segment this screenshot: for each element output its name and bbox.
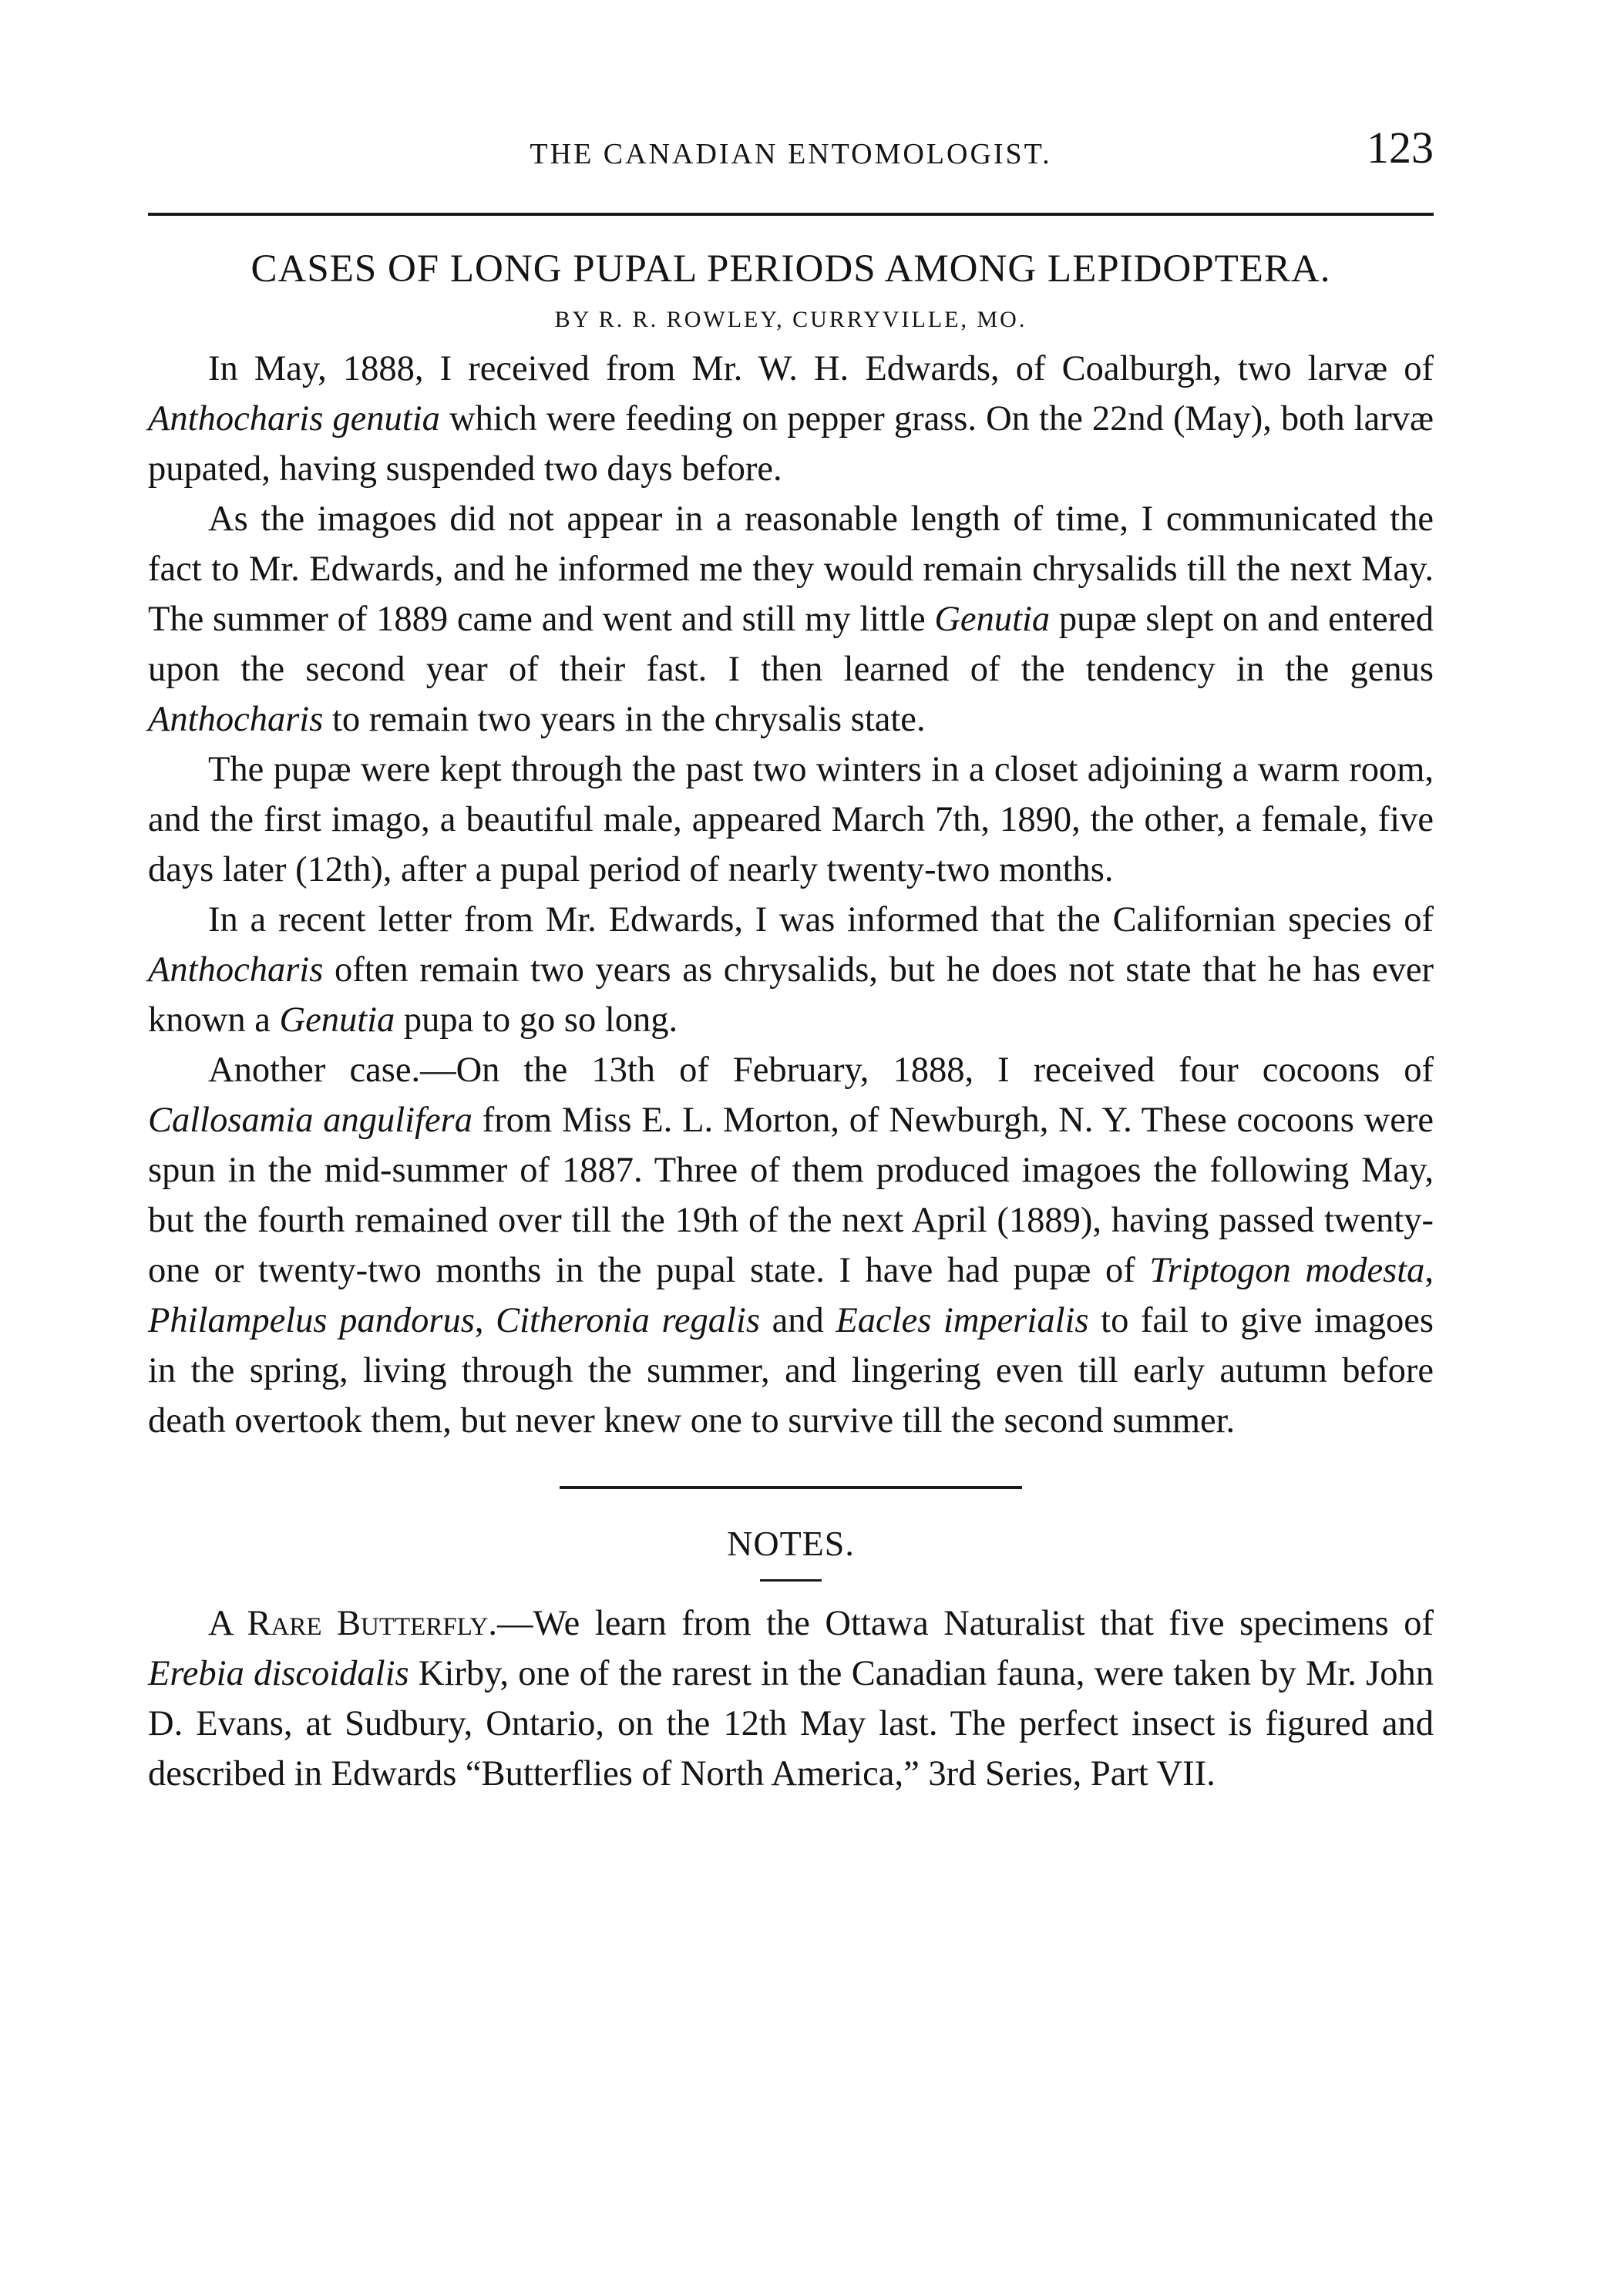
paragraph-4	[148, 895, 1434, 1045]
text-run: to fail to give imagoes in the spring, living through the summer, and lingering even till early autumn before death overtook them, but never knew one to survive till the second summer.	[148, 1301, 1434, 1440]
paragraph-3	[148, 745, 1434, 895]
journal-title: THE CANADIAN ENTOMOLOGIST.	[530, 138, 1052, 170]
article-title: CASES OF LONG PUPAL PERIODS AMONG LEPIDOPTERA.	[251, 247, 1331, 291]
text-run: ,	[474, 1301, 496, 1340]
paragraph-2	[148, 494, 1434, 745]
note-1	[148, 1598, 1434, 1799]
text-run: —We learn from the Ottawa Naturalist that five specimens of	[497, 1604, 1434, 1643]
running-head	[148, 116, 1434, 185]
header-rule	[148, 213, 1434, 216]
text-run: As the imagoes did not appear in a reasonable length of time, I communicated the fact to Mr. Edwards, and he informed me they would remain chrysalids till the next May. The summer of 1889 came and went and still my little	[148, 499, 1434, 639]
text-run: In May, 1888, I received from Mr. W. H. Edwards, of Coalburgh, two larvæ of	[208, 349, 1434, 388]
text-run: Another case.—On the 13th of February, 1888, I received four cocoons of	[208, 1051, 1434, 1090]
species-name: Anthocharis	[148, 950, 324, 990]
species-name: Citheronia regalis	[496, 1301, 760, 1340]
paragraph-5	[148, 1045, 1434, 1446]
section-rule	[560, 1486, 1022, 1489]
page-number: 123	[1367, 123, 1434, 173]
text-run: Kirby, one of the rarest in the Canadian fauna, were taken by Mr. John D. Evans, at Sudbury, Ontario, on the 12th May last. The perfect insect is figured and described in Edwards “Butterflies of North America,” 3rd Series, Part VII.	[148, 1654, 1434, 1793]
species-name: Genutia	[934, 600, 1051, 639]
page	[148, 116, 1434, 1799]
paragraph-1	[148, 344, 1434, 494]
notes-heading: NOTES.	[727, 1524, 855, 1563]
text-run: pupa to go so long.	[395, 1000, 678, 1040]
text-run: which were feeding on pepper grass. On the 22nd (May), both larvæ pupated, having suspended two days before.	[148, 399, 1434, 489]
species-name: Anthocharis	[148, 700, 324, 739]
species-name: Callosamia angulifera	[148, 1101, 472, 1140]
text-run: to remain two years in the chrysalis state.	[323, 700, 926, 739]
text-run: and	[759, 1301, 836, 1340]
byline: BY R. R. ROWLEY, CURRYVILLE, MO.	[554, 307, 1027, 332]
notes-rule	[760, 1579, 822, 1582]
species-name: Genutia	[279, 1000, 395, 1040]
species-name: Erebia discoidalis	[148, 1654, 409, 1693]
text-run: often remain two years as chrysalids, but he does not state that he has ever known a	[148, 950, 1434, 1040]
note-title: A Rare Butterfly.	[208, 1604, 498, 1643]
species-name: Triptogon modesta	[1149, 1251, 1425, 1290]
species-name: Eacles imperialis	[836, 1301, 1089, 1340]
species-name: Philampelus pandorus	[148, 1301, 475, 1340]
species-name: Anthocharis genutia	[148, 399, 440, 439]
text-run: from Miss E. L. Morton, of Newburgh, N. Y. These cocoons were spun in the mid-summer of 1887. Three of them produced imagoes the following May, but the fourth remained over till the 19th of the next April (1889), having passed twenty-one or twenty-two months in the pupal state. I have had pupæ of	[148, 1101, 1434, 1290]
text-run: The pupæ were kept through the past two winters in a closet adjoining a warm room, and the first imago, a beautiful male, appeared March 7th, 1890, the other, a female, five days later (12th), after a pupal period of nearly twenty-two months.	[148, 750, 1434, 889]
text-run: pupæ slept on and entered upon the second year of their fast. I then learned of the tendency in the genus	[148, 600, 1434, 689]
text-run: In a recent letter from Mr. Edwards, I was informed that the Californian species of	[208, 900, 1434, 940]
text-run: ,	[1424, 1251, 1434, 1290]
